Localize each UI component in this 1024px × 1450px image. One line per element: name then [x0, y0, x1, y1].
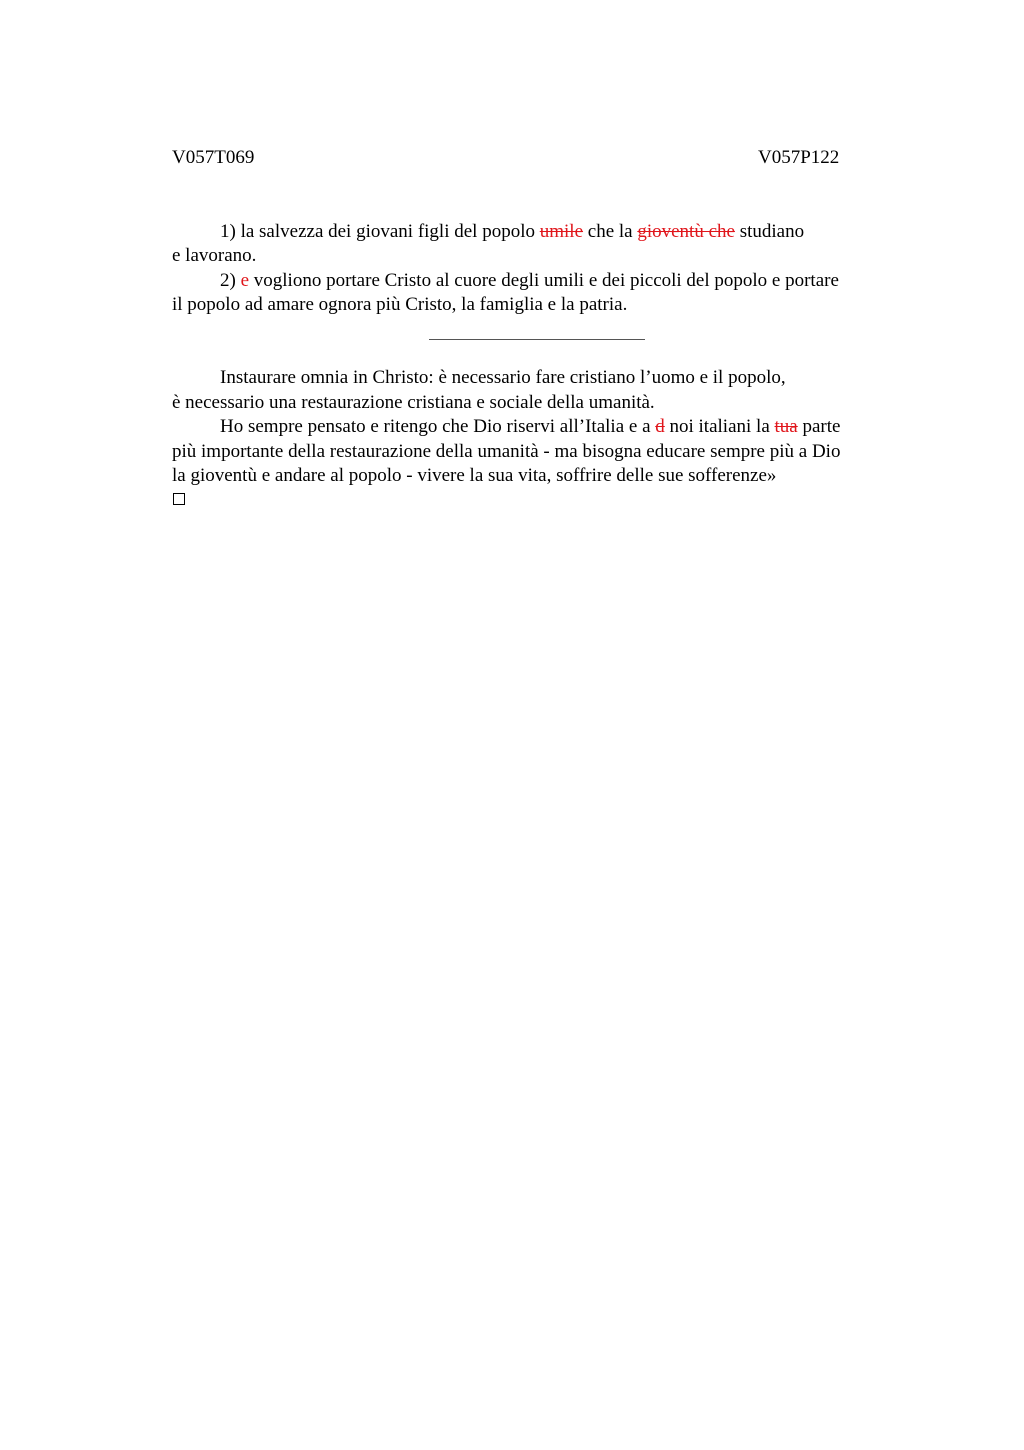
text-run: noi italiani la — [664, 416, 775, 437]
deleted-text: umile — [539, 221, 584, 242]
page-code-right: V057P122 — [758, 147, 840, 168]
text-run: vogliono portare Cristo al cuore degli umili e dei piccoli del popolo e portare — [249, 270, 839, 291]
text-run: studiano — [734, 221, 805, 242]
text-run: parte — [797, 416, 841, 437]
inserted-text: e — [240, 270, 250, 291]
text-run: che la — [583, 221, 638, 242]
text-run: Ho sempre pensato e ritengo che Dio riservi all’Italia e a — [220, 416, 656, 437]
deleted-text: d — [655, 416, 665, 437]
paragraph-2-line-1 — [220, 270, 839, 292]
paragraph-4-line-3: la gioventù e andare al popolo - vivere la sua vita, soffrire delle sue sofferenze» — [172, 465, 777, 486]
paragraph-4-line-1 — [220, 416, 840, 438]
deleted-text: gioventù che — [637, 221, 735, 242]
paragraph-3-line-1: Instaurare omnia in Christo: è necessario fare cristiano l’uomo e il popolo, — [220, 367, 786, 388]
deleted-text: tua — [774, 416, 798, 437]
text-run: 2) — [220, 270, 241, 291]
paragraph-1-line-2: e lavorano. — [172, 245, 257, 266]
paragraph-4-line-2: più importante della restaurazione della umanità - ma bisogna educare sempre più a Dio — [172, 441, 841, 462]
text-run: 1) la salvezza dei giovani figli del popolo — [220, 221, 540, 242]
paragraph-2-line-2: il popolo ad amare ognora più Cristo, la famiglia e la patria. — [172, 294, 628, 315]
document-code-left: V057T069 — [172, 147, 255, 168]
section-divider — [429, 339, 645, 340]
paragraph-1-line-1 — [220, 221, 804, 243]
end-of-text-box-icon — [173, 493, 185, 505]
paragraph-3-line-2: è necessario una restaurazione cristiana e sociale della umanità. — [172, 392, 655, 413]
